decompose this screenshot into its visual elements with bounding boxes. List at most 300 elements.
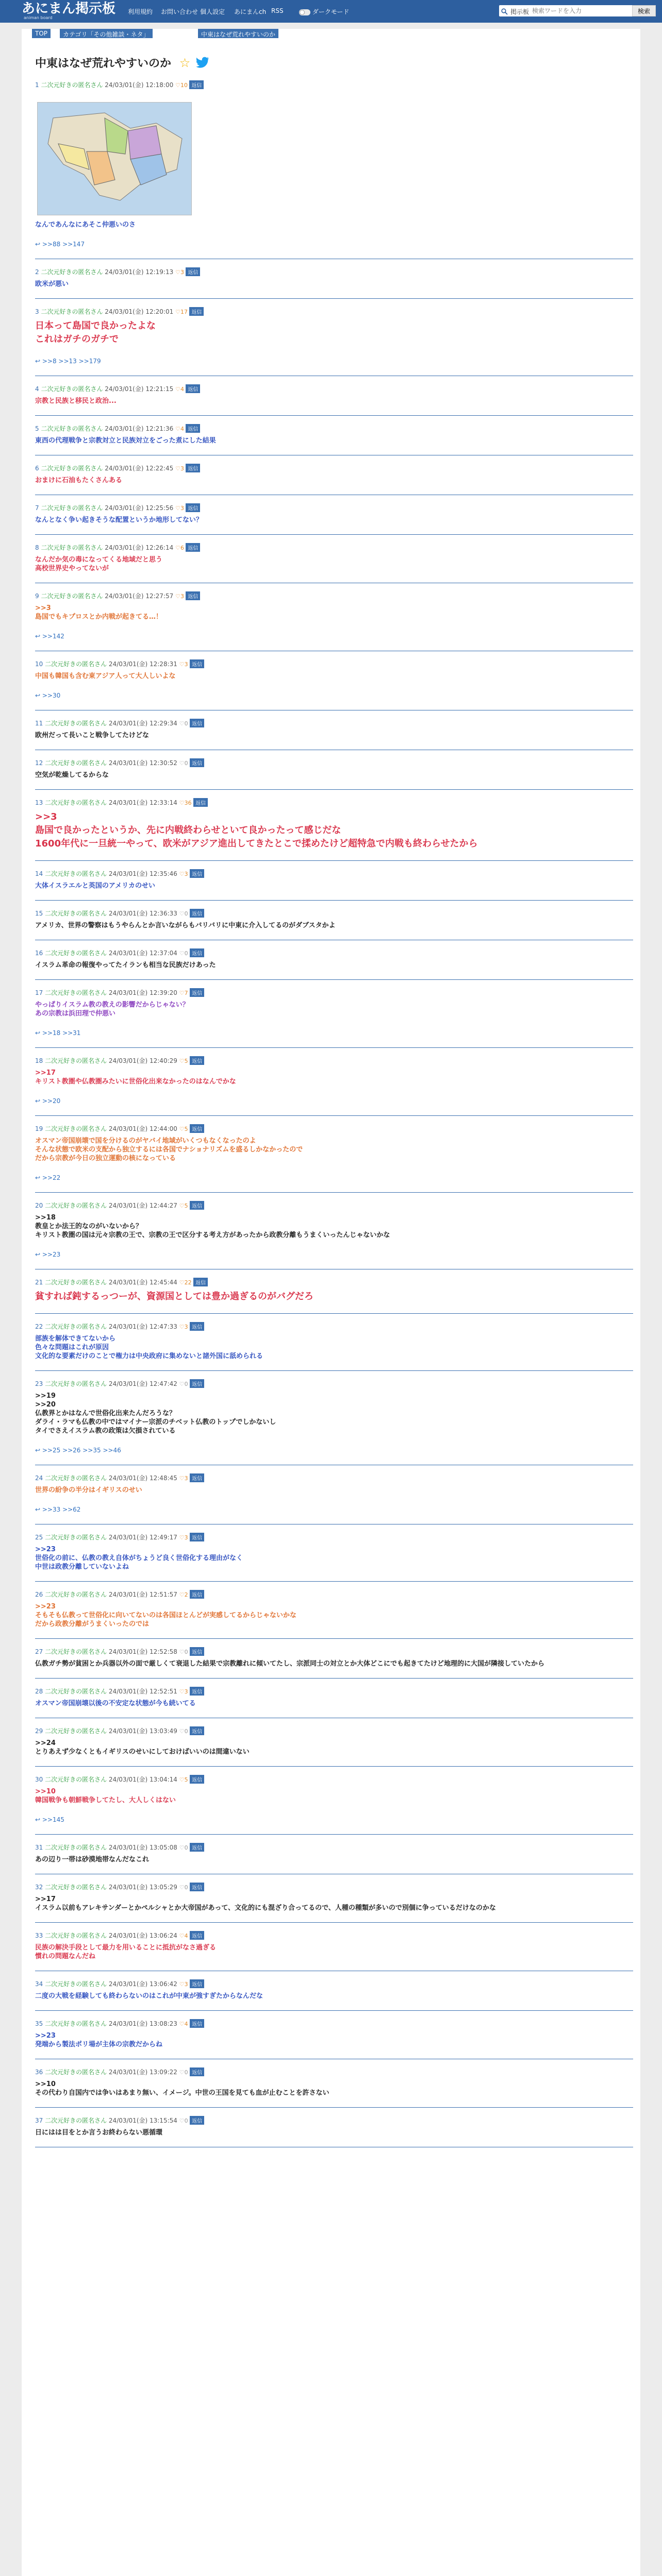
reply-links[interactable]: ↩ >>88 >>147 (35, 241, 85, 248)
reply-badge[interactable]: 返信 (190, 1124, 204, 1133)
post-number[interactable]: 37 (35, 2117, 45, 2124)
post-text-line: >>19 (35, 1392, 56, 1400)
post-number[interactable]: 31 (35, 1844, 45, 1851)
reaction-count[interactable]: ♡17 (175, 309, 190, 315)
post-number[interactable]: 28 (35, 1688, 45, 1695)
post-text-line: そもそも仏教って世俗化に向いてないのは各国ほとんどが実感してるからじゃないかな (35, 1612, 297, 1619)
reaction-count[interactable]: ♡0 (179, 1844, 190, 1851)
post-number[interactable]: 32 (35, 1884, 45, 1891)
post-text-line: やっぱりイスラム教の教えの影響だからじゃない？ (35, 1001, 189, 1009)
reaction-count[interactable]: ♡0 (179, 950, 190, 957)
reply-badge[interactable]: 返信 (190, 948, 204, 957)
reply-badge[interactable]: 返信 (186, 464, 200, 472)
post-number[interactable]: 10 (35, 660, 45, 668)
post-text-line: 大体イスラエルと英国のアメリカのせい (35, 882, 155, 890)
post-header (35, 424, 200, 433)
breadcrumb-category[interactable]: カテゴリ「その他雑談・ネタ」 (60, 29, 153, 38)
post-date: 24/03/01(金) 12:29:34 (108, 720, 179, 727)
post-text-line: 中世は政教分離していないよね (35, 1563, 129, 1571)
post-header (35, 80, 204, 90)
poster-name: 二次元好きの匿名さん (45, 720, 109, 727)
reply-badge[interactable]: 返信 (190, 719, 204, 727)
poster-name: 二次元好きの匿名さん (41, 592, 105, 600)
reply-badge[interactable]: 返信 (190, 869, 204, 878)
post-item (35, 307, 633, 376)
post-date: 24/03/01(金) 12:51:57 (108, 1591, 179, 1598)
post-text (35, 1943, 216, 1961)
reply-badge[interactable]: 返信 (190, 1379, 204, 1388)
post-date: 24/03/01(金) 12:47:33 (108, 1323, 179, 1330)
post-item (35, 1124, 633, 1193)
post-date: 24/03/01(金) 12:25:56 (105, 504, 176, 512)
post-text-line: イスラム革命の報復やってたイランも相当な民族だけあった (35, 961, 216, 969)
reaction-count[interactable]: ♡36 (179, 800, 194, 806)
reply-badge[interactable]: 返信 (190, 1931, 204, 1940)
post-header (35, 384, 200, 394)
post-text (35, 1787, 176, 1805)
reaction-count[interactable]: ♡3 (179, 1324, 190, 1330)
reply-badge[interactable]: 返信 (190, 2019, 204, 2028)
reaction-count[interactable]: ♡3 (175, 269, 186, 276)
post-number[interactable]: 25 (35, 1534, 45, 1541)
post-text (35, 1213, 390, 1240)
post-number[interactable]: 33 (35, 1932, 45, 1939)
post-text-line: 仏教界とかはなんで世俗化出来たんだろうな？ (35, 1410, 176, 1417)
post-text-line: これはガチのガチで (35, 334, 119, 345)
search-button[interactable]: 検索 (632, 5, 656, 16)
post-text (35, 961, 216, 970)
reply-links[interactable]: ↩ >>20 (35, 1097, 61, 1105)
post-number[interactable]: 27 (35, 1648, 45, 1655)
post-item (35, 1687, 633, 1718)
reply-badge[interactable]: 返信 (190, 1726, 204, 1735)
post-text (35, 672, 175, 681)
post-text-line: 発端から製法ポリ場が主体の宗教だからね (35, 2041, 163, 2048)
post-text-line: オスマン帝国崩壊以後の不安定な状態が今も続いてる (35, 1700, 196, 1707)
reply-links[interactable]: ↩ >>145 (35, 1816, 64, 1823)
reply-badge[interactable]: 返信 (190, 1687, 204, 1696)
post-text-line: キリスト教圏の国は元々宗教の王で、宗教の王で区分する考え方があったから政教分離もうまくいったんじゃないかな (35, 1231, 390, 1239)
post-text (35, 1137, 303, 1163)
poster-name: 二次元好きの匿名さん (45, 660, 109, 668)
post-text-line: >>17 (35, 1069, 56, 1077)
reaction-count[interactable]: ♡0 (179, 2069, 190, 2076)
site-sublogo: animan board (24, 15, 53, 20)
post-number[interactable]: 29 (35, 1727, 45, 1735)
post-text-line: 中国も韓国も含む東アジア人って大人しいよな (35, 672, 176, 680)
post-text-line: 欧州だって長いこと戦争してたけどな (35, 732, 150, 739)
post-text (35, 1001, 189, 1018)
reply-links[interactable]: ↩ >>22 (35, 1174, 61, 1181)
breadcrumb-thread[interactable]: 中東はなぜ荒れやすいのか (198, 29, 278, 38)
post-item (35, 267, 633, 299)
poster-name: 二次元好きの匿名さん (45, 1534, 109, 1541)
poster-name: 二次元好きの匿名さん (41, 308, 105, 315)
poster-name: 二次元好きの匿名さん (45, 1591, 109, 1598)
poster-name: 二次元好きの匿名さん (41, 385, 105, 393)
post-header (35, 307, 204, 316)
reaction-count[interactable]: ♡5 (179, 1776, 190, 1783)
post-header (35, 2116, 204, 2125)
post-header (35, 1775, 204, 1784)
post-text (35, 1486, 142, 1495)
poster-name: 二次元好きの匿名さん (45, 1727, 109, 1735)
post-number[interactable]: 26 (35, 1591, 45, 1598)
reaction-count[interactable]: ♡5 (179, 1126, 190, 1132)
poster-name: 二次元好きの匿名さん (45, 759, 109, 767)
post-text (35, 2080, 329, 2097)
reply-badge[interactable]: 返信 (190, 909, 204, 918)
favorite-star-icon[interactable]: ☆ (179, 56, 191, 70)
post-date: 24/03/01(金) 12:36:33 (108, 910, 179, 917)
reply-badge[interactable]: 返信 (186, 591, 200, 600)
post-number[interactable]: 30 (35, 1776, 45, 1783)
reaction-count[interactable]: ♡3 (179, 871, 190, 877)
reply-badge[interactable]: 返信 (190, 758, 204, 767)
post-text-line: >>17 (35, 1895, 56, 1903)
post-number[interactable]: 8 (35, 544, 41, 551)
post-number[interactable]: 17 (35, 989, 45, 996)
site-logo[interactable]: あにまん掲示板 (22, 1, 116, 16)
reply-badge[interactable]: 返信 (190, 2116, 204, 2125)
reply-links[interactable]: ↩ >>25 >>26 >>35 >>46 (35, 1447, 121, 1454)
reply-badge[interactable]: 返信 (190, 1590, 204, 1599)
reply-badge[interactable]: 返信 (186, 503, 200, 512)
post-header (35, 1056, 204, 1065)
nav-contact[interactable]: お問い合わせ (161, 8, 198, 15)
twitter-share-icon[interactable] (196, 57, 210, 71)
post-text-line: >>10 (35, 2080, 56, 2088)
poster-name: 二次元好きの匿名さん (45, 1688, 109, 1695)
reply-badge[interactable]: 返信 (190, 1883, 204, 1891)
post-item (35, 1647, 633, 1679)
poster-name: 二次元好きの匿名さん (45, 1475, 109, 1482)
post-text (35, 2031, 162, 2049)
post-header (35, 464, 200, 473)
post-item (35, 1775, 633, 1835)
post-item (35, 719, 633, 750)
reply-badge[interactable]: 返信 (190, 1473, 204, 1482)
post-item (35, 2019, 633, 2059)
post-date: 24/03/01(金) 13:04:14 (108, 1776, 179, 1783)
poster-name: 二次元好きの匿名さん (45, 1323, 109, 1330)
reaction-count[interactable]: ♡3 (175, 593, 186, 600)
post-text (35, 319, 156, 346)
poster-name: 二次元好きの匿名さん (45, 1125, 109, 1132)
post-text-line: だから政教分離がうまくいったのでは (35, 1620, 150, 1628)
post-text-line: 東西の代理戦争と宗教対立と民族対立をごった煮にした結果 (35, 437, 216, 445)
poster-name: 二次元好きの匿名さん (41, 425, 105, 432)
post-text (35, 810, 477, 851)
post-item (35, 1278, 633, 1314)
reply-badge[interactable]: 返信 (189, 307, 204, 316)
reaction-count[interactable]: ♡3 (175, 505, 186, 512)
reaction-count[interactable]: ♡5 (179, 1202, 190, 1209)
reaction-count[interactable]: ♡0 (179, 720, 190, 727)
reaction-count[interactable]: ♡10 (175, 82, 190, 89)
reply-badge[interactable]: 返信 (190, 1322, 204, 1331)
reaction-count[interactable]: ♡4 (175, 426, 186, 432)
post-date: 24/03/01(金) 12:30:52 (108, 759, 179, 767)
post-item (35, 2067, 633, 2108)
reply-badge[interactable]: 返信 (190, 988, 204, 997)
post-item (35, 948, 633, 980)
post-text-line: アメリカ、世界の警察はもうやらんとか言いながらもバリバリに中東に介入してるのがダブスタかよ (35, 922, 336, 929)
post-number[interactable]: 24 (35, 1475, 45, 1482)
post-header (35, 1931, 204, 1940)
reaction-count[interactable]: ♡0 (179, 1884, 190, 1891)
post-text-line: なんとなく争い起きそうな配置というか地形してない？ (35, 516, 203, 524)
post-number[interactable]: 9 (35, 592, 41, 600)
post-image[interactable] (37, 102, 192, 215)
post-text (35, 436, 216, 445)
nav-settings[interactable]: 個人設定 (200, 8, 225, 15)
reply-badge[interactable]: 返信 (186, 267, 200, 276)
post-text-line: タイでさえイスラム教の政策は欠損されている (35, 1427, 176, 1435)
reply-badge[interactable]: 返信 (190, 659, 204, 668)
reaction-count[interactable]: ♡0 (179, 2117, 190, 2124)
post-text-line: >>10 (35, 1788, 56, 1795)
poster-name: 二次元好きの匿名さん (45, 1932, 109, 1939)
post-text-line: キリスト教圏や仏教圏みたいに世俗化出来なかったのはなんでかな (35, 1078, 236, 1086)
reply-badge[interactable]: 返信 (190, 1533, 204, 1541)
post-item (35, 988, 633, 1048)
post-number[interactable]: 12 (35, 759, 45, 767)
reaction-count[interactable]: ♡3 (179, 1688, 190, 1695)
poster-name: 二次元好きの匿名さん (45, 1380, 109, 1387)
post-item (35, 543, 633, 583)
nav-terms[interactable]: 利用規約 (128, 8, 153, 15)
post-date: 24/03/01(金) 12:21:36 (105, 425, 176, 432)
post-item (35, 758, 633, 790)
post-text (35, 555, 162, 573)
post-text-line: 世俗化の前に、仏教の教え自体がちょうど良く世俗化する理由がなく (35, 1554, 243, 1562)
nav-animan-ch[interactable]: あにまんch (234, 8, 267, 15)
poster-name: 二次元好きの匿名さん (45, 1884, 109, 1891)
reply-badge[interactable]: 返信 (190, 1201, 204, 1210)
post-text-line: オスマン帝国崩壊で国を分けるのがヤバイ地域がいくつもなくなったのよ (35, 1137, 256, 1145)
post-header (35, 267, 200, 277)
post-text-line: 民族の解決手段として最力を用いることに抵抗がなさ過ぎる (35, 1944, 217, 1952)
post-text (35, 2128, 162, 2137)
reaction-count[interactable]: ♡0 (179, 760, 190, 767)
post-item (35, 1379, 633, 1465)
post-header (35, 1726, 204, 1736)
post-text-line: 1600年代に一旦統一やって、欧米がアジア進出してきたとこで揉めたけど超特急で内戦も終わらせたから (35, 838, 478, 849)
post-text (35, 1855, 149, 1864)
post-text-line: だから宗教が今日の独立運動の核になっている (35, 1155, 176, 1162)
search-input[interactable] (531, 6, 629, 15)
reaction-count[interactable]: ♡0 (179, 1381, 190, 1387)
post-text-line: >>3 (35, 811, 57, 822)
post-date: 24/03/01(金) 12:48:45 (108, 1475, 179, 1482)
nav-rss[interactable]: RSS (271, 7, 284, 14)
reaction-count[interactable]: ♡7 (179, 990, 190, 996)
post-number[interactable]: 36 (35, 2069, 45, 2076)
reply-badge[interactable]: 返信 (193, 798, 208, 807)
page-title (35, 55, 210, 71)
post-date: 24/03/01(金) 12:52:58 (108, 1648, 179, 1655)
reply-badge[interactable]: 返信 (193, 1278, 208, 1286)
post-number[interactable]: 35 (35, 2020, 45, 2027)
post-text-line: イスラム以前もアレキサンダーとかペルシャとか大帝国があって、文化的にも混ざり合ってるので、人種の種類が多いので別個に争っているだけなのかな (35, 1904, 496, 1912)
post-number[interactable]: 15 (35, 910, 45, 917)
post-text (35, 1895, 496, 1912)
reaction-count[interactable]: ♡2 (179, 1591, 190, 1598)
post-date: 24/03/01(金) 12:49:17 (108, 1534, 179, 1541)
post-header (35, 1647, 204, 1656)
dark-mode-label: ダークモード (312, 8, 350, 15)
post-text (35, 1739, 250, 1756)
post-date: 24/03/01(金) 12:35:46 (108, 870, 179, 877)
post-date: 24/03/01(金) 13:15:54 (108, 2117, 179, 2124)
post-item (35, 1533, 633, 1582)
post-number[interactable]: 6 (35, 465, 41, 472)
post-item (35, 1473, 633, 1524)
post-item (35, 798, 633, 861)
post-number[interactable]: 11 (35, 720, 45, 727)
post-item (35, 503, 633, 535)
post-text-line: 仏教ガチ勢が貧困とか兵器以外の面で厳しくて衰退した結果で宗教離れに傾いてたし、宗派同士の対立とか大体どこにでも起きてたけど地理的に大国が隣接していたから (35, 1660, 545, 1668)
reply-links[interactable]: ↩ >>142 (35, 633, 64, 640)
poster-name: 二次元好きの匿名さん (45, 950, 109, 957)
reaction-count[interactable]: ♡0 (179, 1728, 190, 1735)
breadcrumb-top[interactable]: TOP (32, 29, 51, 38)
reaction-count[interactable]: ♡0 (179, 910, 190, 917)
reply-badge[interactable]: 返信 (190, 1775, 204, 1784)
post-text-line: >>23 (35, 1546, 56, 1553)
post-number[interactable]: 34 (35, 1980, 45, 1988)
poster-name: 二次元好きの匿名さん (45, 1980, 109, 1988)
reply-badge[interactable]: 返信 (190, 1056, 204, 1065)
reaction-count[interactable]: ♡3 (179, 1534, 190, 1541)
reaction-count[interactable]: ♡3 (175, 465, 186, 472)
post-item (35, 909, 633, 940)
post-number[interactable]: 7 (35, 504, 41, 512)
post-item (35, 464, 633, 495)
post-date: 24/03/01(金) 12:52:51 (108, 1688, 179, 1695)
post-item (35, 1931, 633, 1971)
reaction-count[interactable]: ♡4 (179, 1933, 190, 1939)
post-number[interactable]: 1 (35, 81, 41, 89)
search-mode-select[interactable]: 掲示板 (510, 8, 529, 15)
post-text-line: 貧すれば鈍するっつーが、資源国としては豊か過ぎるのがバグだろ (35, 1291, 313, 1302)
reaction-count[interactable]: ♡3 (179, 1475, 190, 1482)
reaction-count[interactable]: ♡0 (179, 1649, 190, 1655)
post-date: 24/03/01(金) 12:40:29 (108, 1057, 179, 1064)
reply-badge[interactable]: 返信 (186, 424, 200, 433)
post-text (35, 1334, 263, 1361)
post-item (35, 384, 633, 416)
post-text-line: >>23 (35, 2032, 56, 2040)
poster-name: 二次元好きの匿名さん (41, 544, 105, 551)
post-header (35, 1687, 204, 1696)
reaction-count[interactable]: ♡5 (179, 1058, 190, 1064)
poster-name: 二次元好きの匿名さん (41, 81, 105, 89)
reply-badge[interactable]: 返信 (189, 80, 204, 89)
post-text-line: とりあえず少なくともイギリスのせいにしておけばいいのは間違いない (35, 1748, 250, 1756)
post-text-line: 日本って島国で良かったよな (35, 320, 156, 331)
reply-links[interactable]: ↩ >>23 (35, 1251, 61, 1258)
reaction-count[interactable]: ♡4 (175, 386, 186, 393)
post-item (35, 591, 633, 651)
post-number[interactable]: 23 (35, 1380, 45, 1387)
post-header (35, 1473, 204, 1483)
reply-links[interactable]: ↩ >>30 (35, 692, 61, 699)
post-date: 24/03/01(金) 13:06:42 (108, 1980, 179, 1988)
reply-links[interactable]: ↩ >>18 >>31 (35, 1029, 81, 1037)
reply-badge[interactable]: 返信 (190, 2067, 204, 2076)
post-number[interactable]: 19 (35, 1125, 45, 1132)
reaction-count[interactable]: ♡22 (179, 1279, 194, 1286)
reply-badge[interactable]: 返信 (186, 543, 200, 552)
post-number[interactable]: 16 (35, 950, 45, 957)
post-text-line: 教皇とか法王的なのがいないから？ (35, 1223, 143, 1230)
post-item (35, 1056, 633, 1116)
post-number[interactable]: 20 (35, 1202, 45, 1209)
reply-badge[interactable]: 返信 (190, 1647, 204, 1656)
post-text (35, 1069, 236, 1086)
post-text-line: 欧米が悪い (35, 280, 69, 288)
post-header (35, 988, 204, 997)
post-header (35, 948, 204, 958)
post-text-line: 二度の大戦を経験しても終わらないのはこれが中東が強すぎたからなんだな (35, 1992, 263, 2000)
poster-name: 二次元好きの匿名さん (41, 268, 105, 276)
post-number[interactable]: 22 (35, 1323, 45, 1330)
post-number[interactable]: 21 (35, 1279, 45, 1286)
poster-name: 二次元好きの匿名さん (45, 870, 109, 877)
poster-name: 二次元好きの匿名さん (45, 1057, 109, 1064)
reply-links[interactable]: ↩ >>8 >>13 >>179 (35, 358, 101, 365)
post-header (35, 1124, 204, 1133)
post-header (35, 1883, 204, 1892)
post-date: 24/03/01(金) 12:22:45 (105, 465, 176, 472)
reply-links[interactable]: ↩ >>33 >>62 (35, 1506, 81, 1513)
post-number[interactable]: 3 (35, 308, 41, 315)
post-number[interactable]: 14 (35, 870, 45, 877)
post-text-line: 色々な問題はこれが原因 (35, 1344, 109, 1351)
post-item (35, 80, 633, 259)
post-item (35, 1590, 633, 1639)
post-date: 24/03/01(金) 12:27:57 (105, 592, 176, 600)
post-item (35, 1843, 633, 1874)
post-number[interactable]: 4 (35, 385, 41, 393)
post-number[interactable]: 2 (35, 268, 41, 276)
reaction-count[interactable]: ♡6 (175, 545, 186, 551)
post-date: 24/03/01(金) 12:45:44 (108, 1279, 179, 1286)
post-header (35, 798, 208, 807)
reply-badge[interactable]: 返信 (190, 1843, 204, 1852)
post-text (35, 731, 149, 740)
post-text (35, 1392, 276, 1435)
post-date: 24/03/01(金) 12:33:14 (108, 799, 179, 806)
post-number[interactable]: 13 (35, 799, 45, 806)
post-text (35, 882, 155, 890)
reaction-count[interactable]: ♡3 (179, 1981, 190, 1988)
reply-badge[interactable]: 返信 (186, 384, 200, 393)
post-text-line: 空気が乾燥してるからな (35, 771, 109, 779)
post-text (35, 1659, 544, 1668)
post-number[interactable]: 5 (35, 425, 41, 432)
post-header (35, 2019, 204, 2028)
reaction-count[interactable]: ♡3 (179, 661, 190, 668)
poster-name: 二次元好きの匿名さん (45, 1279, 109, 1286)
post-date: 24/03/01(金) 12:26:14 (105, 544, 176, 551)
dark-mode-toggle[interactable] (299, 7, 349, 16)
post-number[interactable]: 18 (35, 1057, 45, 1064)
reply-badge[interactable]: 返信 (190, 1979, 204, 1988)
reaction-count[interactable]: ♡4 (179, 2021, 190, 2027)
